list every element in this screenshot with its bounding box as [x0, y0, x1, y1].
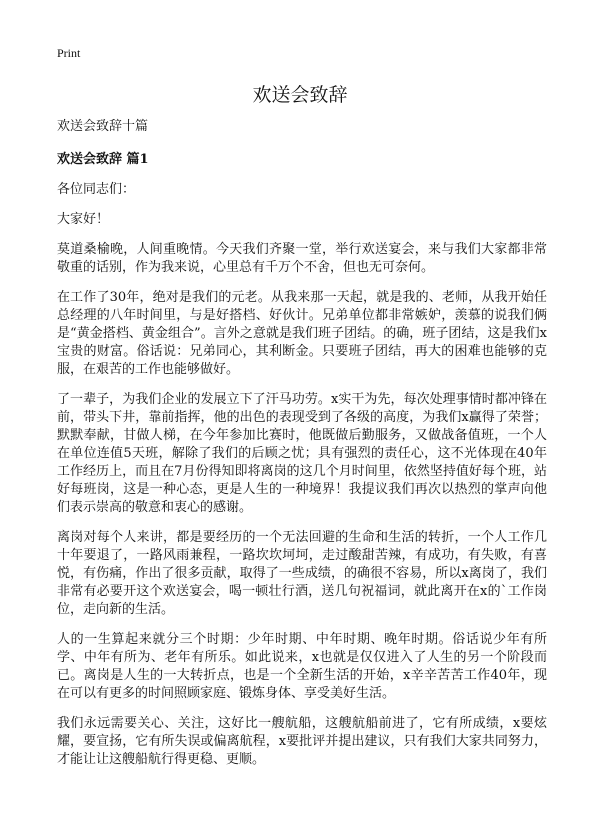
paragraph: 我们永远需要关心、关注，这好比一艘航船，这艘航船前进了，它有所成绩，x要炫耀，要宣扬，它有所失误或偏离航程，x要批评并提出建议，只有我们大家共同努力，才能让让这艘船航行得更稳、更顺。 [57, 716, 547, 767]
paragraph: 在工作了30年，绝对是我们的元老。从我来那一天起，就是我的、老师，从我开始任总经理的八年时间里，与是好搭档、好伙计。兄弟单位都非常嫉妒，羡慕的说我们俩是“黄金搭档、黄金组合”。言外之意就是我们班子团结。的确，班子团结，这是我们x宝贵的财富。俗话说：兄弟同心，其利断金。只要班子团结，再大的困难也能够的克服，在艰苦的工作也能够做好。 [57, 290, 547, 377]
paragraph: 人的一生算起来就分三个时期：少年时期、中年时期、晚年时期。俗话说少年有所学、中年有所为、老年有所乐。如此说来，x也就是仅仅进入了人生的另一个阶段而已。离岗是人生的一大转折点，也是一个全新生活的开始，x辛辛苦苦工作40年，现在可以有更多的时间照顾家庭、锻炼身体、享受美好生活。 [57, 632, 547, 701]
salutation: 各位同志们： [57, 182, 136, 197]
paragraph: 莫道桑榆晚，人间重晚情。今天我们齐聚一堂，举行欢送宴会，来与我们大家都非常敬重的话别，作为我来说，心里总有千万个不舍，但也无可奈何。 [57, 242, 547, 275]
document-subtitle: 欢送会致辞十篇 [57, 119, 149, 134]
section-heading: 欢送会致辞 篇1 [57, 152, 149, 167]
document-body [57, 118, 547, 781]
paragraph: 离岗对每个人来讲，都是要经历的一个无法回避的生命和生活的转折，一个人工作几十年要退了，一路风雨兼程，一路坎坎坷坷，走过酸甜苦辣，有成功，有失败，有喜悦，有伤痛，作出了很多贡献，取得了一些成绩，的确很不容易，所以x离岗了，我们非常有必要开这个欢送宴会，喝一顿壮行酒，送几句祝福词，就此离开在x的`工作岗位，走向新的生活。 [57, 530, 547, 617]
print-label: Print [57, 46, 81, 60]
greeting: 大家好！ [57, 212, 110, 227]
paragraph: 了一辈子，为我们企业的发展立下了汗马功劳。x实干为先，每次处理事情时都冲锋在前，带头下井，靠前指挥，他的出色的表现受到了各级的高度，为我们x赢得了荣誉；默默奉献，甘做人梯，在今年参加比赛时，他既做后勤服务，又做战备值班，一个人在单位连值5天班，解除了我们的后顾之忧；具有强烈的责任心，这不光体现在40年工作经历上，而且在7月份得知即将离岗的这几个月时间里，依然坚持值好每个班，站好每班岗，这是一种心态，更是人生的一种境界！我提议我们再次以热烈的掌声向他们表示崇高的敬意和衷心的感谢。 [57, 392, 547, 515]
document-title: 欢送会致辞 [252, 84, 348, 106]
